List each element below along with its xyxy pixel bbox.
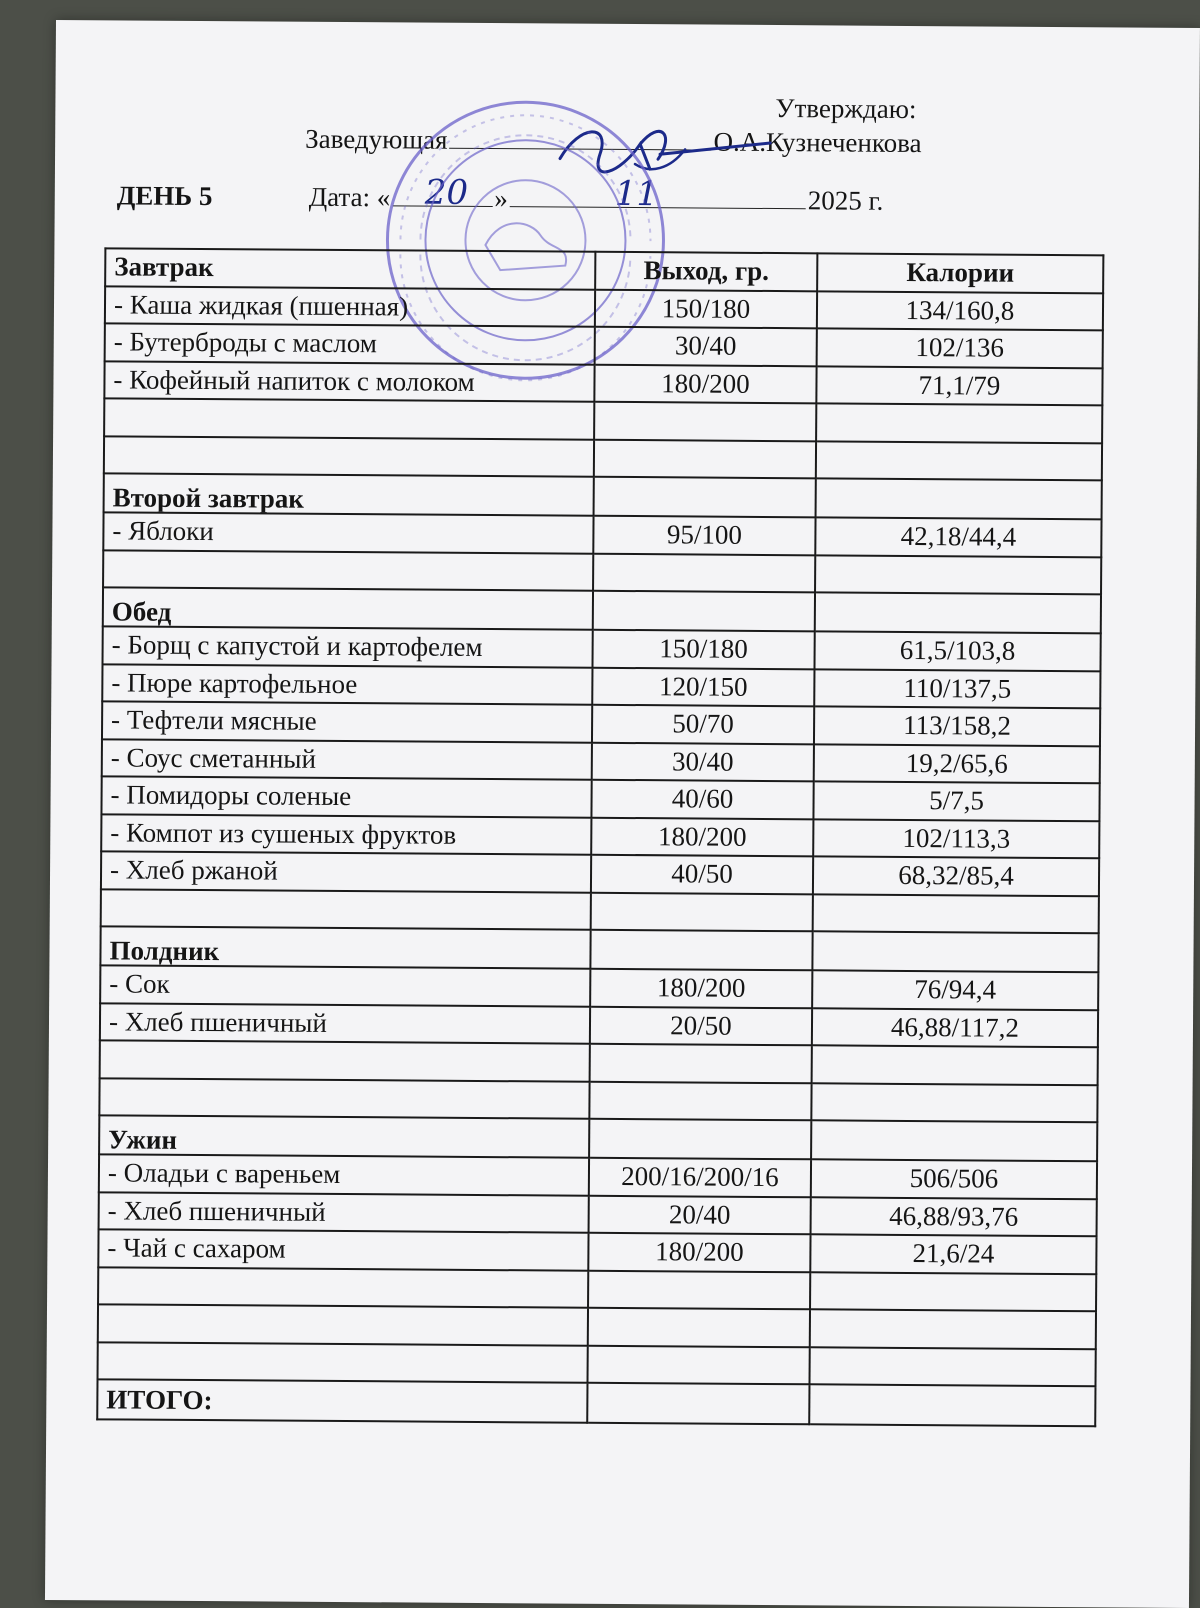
portion-cell — [589, 1081, 811, 1120]
portion-cell — [594, 439, 816, 478]
date-row — [117, 180, 884, 216]
dish-name: - Помидоры соленые — [101, 776, 591, 817]
portion-cell — [594, 402, 816, 441]
calories-cell: 68,32/85,4 — [813, 856, 1099, 895]
portion-cell — [591, 892, 813, 931]
calories-cell: 46,88/93,76 — [811, 1197, 1097, 1236]
dish-name: - Соус сметанный — [102, 739, 592, 780]
dish-name: - Тефтели мясные — [102, 701, 592, 742]
calories-cell — [810, 1309, 1096, 1348]
dish-name — [98, 1304, 588, 1345]
calories-cell: 42,18/44,4 — [815, 517, 1101, 556]
dish-name: - Хлеб ржаной — [101, 851, 591, 892]
dish-name: - Хлеб пшеничный — [99, 1192, 589, 1233]
portion-cell — [594, 477, 816, 518]
section-title: Полдник — [100, 926, 590, 968]
dish-name: - Каша жидкая (пшенная) — [105, 286, 595, 327]
calories-cell — [815, 555, 1101, 594]
dish-name: - Чай с сахаром — [98, 1229, 588, 1270]
section-title: Второй завтрак — [104, 473, 594, 515]
dish-name: - Хлеб пшеничный — [100, 1003, 590, 1044]
header-portion: Выход, гр. — [595, 252, 817, 291]
dish-name: - Борщ с капустой и картофелем — [103, 626, 593, 667]
dish-name — [104, 436, 594, 477]
portion-cell — [593, 591, 815, 632]
dish-name — [103, 550, 593, 591]
portion-cell: 20/40 — [589, 1195, 811, 1234]
portion-cell — [587, 1345, 809, 1384]
portion-cell — [588, 1308, 810, 1347]
calories-cell — [813, 894, 1099, 933]
dish-name: - Яблоки — [103, 512, 593, 553]
portion-cell: 50/70 — [592, 705, 814, 744]
signature — [540, 113, 800, 185]
portion-cell: 120/150 — [592, 667, 814, 706]
handwritten-day: 20 — [424, 172, 469, 213]
dish-name: - Оладьи с вареньем — [99, 1154, 589, 1195]
portion-cell — [589, 1119, 811, 1160]
dish-name — [101, 889, 591, 930]
calories-cell — [816, 403, 1102, 442]
approve-label: Утверждаю: — [775, 93, 917, 125]
calories-cell — [812, 931, 1098, 972]
portion-cell: 180/200 — [588, 1233, 810, 1272]
total-label: ИТОГО: — [97, 1379, 587, 1422]
calories-cell — [816, 441, 1102, 480]
calories-cell — [815, 592, 1101, 633]
portion-cell: 150/180 — [592, 630, 814, 669]
manager-label: Заведующая — [305, 123, 448, 155]
calories-cell: 71,1/79 — [816, 366, 1102, 405]
menu-sheet — [45, 20, 1200, 1608]
header-calories: Калории — [817, 253, 1103, 292]
header-meal: Завтрак — [105, 248, 595, 289]
calories-cell: 506/506 — [811, 1159, 1097, 1198]
portion-cell: 180/200 — [594, 364, 816, 403]
portion-cell: 40/50 — [591, 855, 813, 894]
dish-name: - Бутерброды с маслом — [105, 323, 595, 364]
date-label: Дата: « — [308, 181, 391, 213]
dish-name: - Кофейный напиток с молоком — [104, 361, 594, 402]
portion-cell: 40/60 — [591, 780, 813, 819]
calories-cell: 102/113,3 — [813, 819, 1099, 858]
portion-cell: 150/180 — [595, 289, 817, 328]
portion-cell — [590, 1044, 812, 1083]
portion-cell: 30/40 — [592, 742, 814, 781]
calories-cell: 113/158,2 — [814, 706, 1100, 745]
portion-cell: 20/50 — [590, 1006, 812, 1045]
section-title: Ужин — [99, 1115, 589, 1157]
day-label: ДЕНЬ 5 — [116, 180, 213, 212]
dish-name — [104, 398, 594, 439]
calories-cell — [811, 1083, 1097, 1122]
portion-cell — [593, 553, 815, 592]
calories-cell — [812, 1045, 1098, 1084]
calories-cell — [810, 1272, 1096, 1311]
calories-cell: 19,2/65,6 — [814, 744, 1100, 783]
calories-cell: 5/7,5 — [813, 781, 1099, 820]
year-label: 2025 г. — [807, 185, 884, 216]
dish-name: - Компот из сушеных фруктов — [101, 814, 591, 855]
calories-cell: 76/94,4 — [812, 970, 1098, 1009]
date-close: » — [494, 183, 508, 214]
calories-cell: 110/137,5 — [814, 669, 1100, 708]
handwritten-month: 11 — [614, 173, 659, 215]
total-calories — [809, 1384, 1095, 1426]
calories-cell: 102/136 — [817, 328, 1103, 367]
section-title: Обед — [103, 587, 593, 629]
portion-cell — [590, 930, 812, 971]
calories-cell: 21,6/24 — [810, 1234, 1096, 1273]
portion-cell: 95/100 — [593, 516, 815, 555]
table-body — [98, 286, 1104, 1386]
total-portion — [587, 1383, 809, 1425]
portion-cell — [588, 1270, 810, 1309]
calories-cell — [811, 1120, 1097, 1161]
calories-cell: 61,5/103,8 — [814, 631, 1100, 670]
dish-name — [99, 1078, 589, 1119]
manager-name: О.А.Кузнеченкова — [713, 126, 922, 159]
portion-cell: 200/16/200/16 — [589, 1158, 811, 1197]
calories-cell — [816, 478, 1102, 519]
dish-name: - Сок — [100, 965, 590, 1006]
total-row — [97, 1379, 1095, 1426]
portion-cell: 30/40 — [595, 327, 817, 366]
calories-cell: 134/160,8 — [817, 291, 1103, 330]
menu-table — [96, 247, 1104, 1427]
calories-cell: 46,88/117,2 — [812, 1008, 1098, 1047]
portion-cell: 180/200 — [591, 817, 813, 856]
dish-name — [98, 1342, 588, 1383]
dish-name — [100, 1040, 590, 1081]
calories-cell — [809, 1347, 1095, 1386]
dish-name — [98, 1267, 588, 1308]
dish-name: - Пюре картофельное — [102, 664, 592, 705]
portion-cell: 180/200 — [590, 969, 812, 1008]
